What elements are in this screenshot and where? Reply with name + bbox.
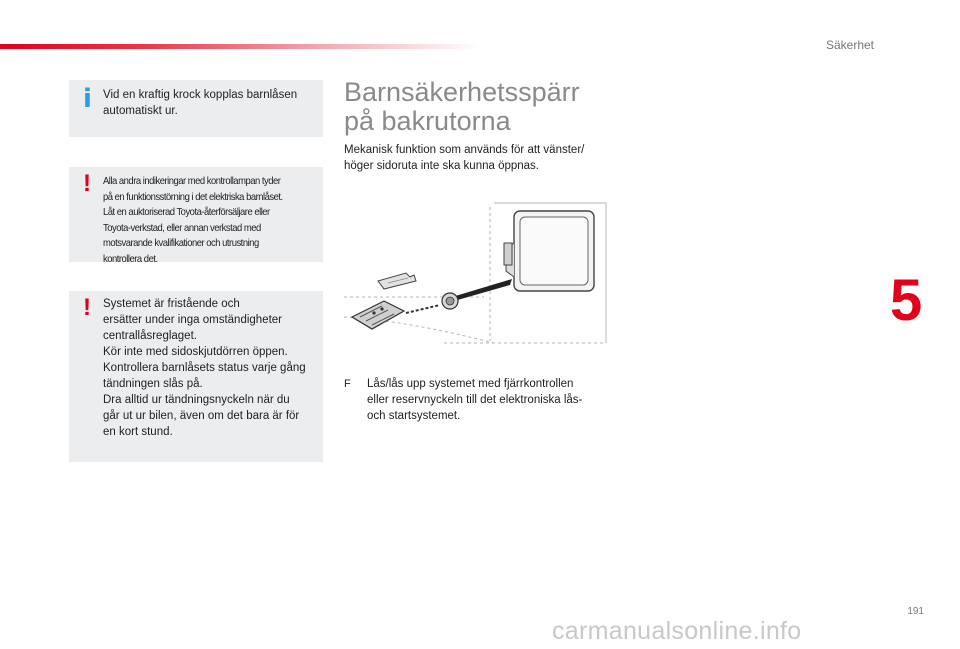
info-icon: i [83,84,92,114]
warning-line: tändningen slås på. [103,378,203,390]
exclamation-icon: ! [83,170,91,197]
warning-text-indicator [103,174,319,267]
instruction-line: eller reservnyckeln till det elektroniska lås- [367,394,583,406]
signal-beam [452,279,512,301]
warning-line: centrallåsreglaget. [103,330,197,342]
instruction-bullet: F [344,378,351,390]
instruction-line: och startsystemet. [367,410,461,422]
instruction-text [367,376,604,424]
info-line: automatiskt ur. [103,105,178,117]
warning-line: en kort stund. [103,426,173,438]
key-blade [378,273,416,289]
heading-line: på bakrutorna [344,106,511,136]
watermark: carmanualsonline.info [552,617,802,645]
warning-line: ersätter under inga omständigheter [103,314,282,326]
warning-box-system [69,291,323,462]
warning-line: går ut ur bilen, även om det bara är för [103,410,300,422]
exclamation-icon: ! [83,294,91,321]
warning-line: kontrollera det. [103,252,158,265]
info-note-text [103,87,315,119]
lock-cylinder [442,293,458,309]
info-line: Vid en kraftig krock kopplas barnlåsen [103,89,298,101]
warning-text-system [103,296,315,440]
door-window [504,211,594,291]
page-number: 191 [907,606,924,617]
instruction-item [344,376,604,424]
intro-line: höger sidoruta inte ska kunna öppnas. [344,160,539,172]
intro-paragraph [344,142,614,174]
heading-line: Barnsäkerhetsspärr [344,77,580,107]
page-heading [344,78,580,136]
warning-line: Systemet är fristående och [103,298,240,310]
instruction-line: Lås/lås upp systemet med fjärrkontrollen [367,378,574,390]
warning-line: Dra alltid ur tändningsnyckeln när du [103,394,290,406]
warning-line: motsvarande kvalifikationer och utrustning [103,237,259,249]
warning-line: Alla andra indikeringar med kontrollampan tyder [103,175,281,187]
info-note-box [69,80,323,137]
warning-line: Toyota-verkstad, eller annan verkstad med [103,221,261,234]
chapter-number: 5 [890,268,923,333]
child-lock-illustration [344,193,610,355]
section-title: Säkerhet [825,38,874,52]
intro-line: Mekanisk funktion som används för att vänster/ [344,144,585,156]
warning-line: Låt en auktoriserad Toyota-återförsäljare eller [103,206,270,218]
warning-line: Kör inte med sidoskjutdörren öppen. [103,346,288,358]
header-accent-bar [0,44,480,49]
warning-box-indicator [69,167,323,265]
remote-key-fob [352,301,404,329]
warning-line: på en funktionsstörning i det elektriska barnlåset. [103,190,283,203]
insertion-arrow [406,305,440,313]
warning-line: Kontrollera barnlåsets status varje gång [103,362,306,374]
